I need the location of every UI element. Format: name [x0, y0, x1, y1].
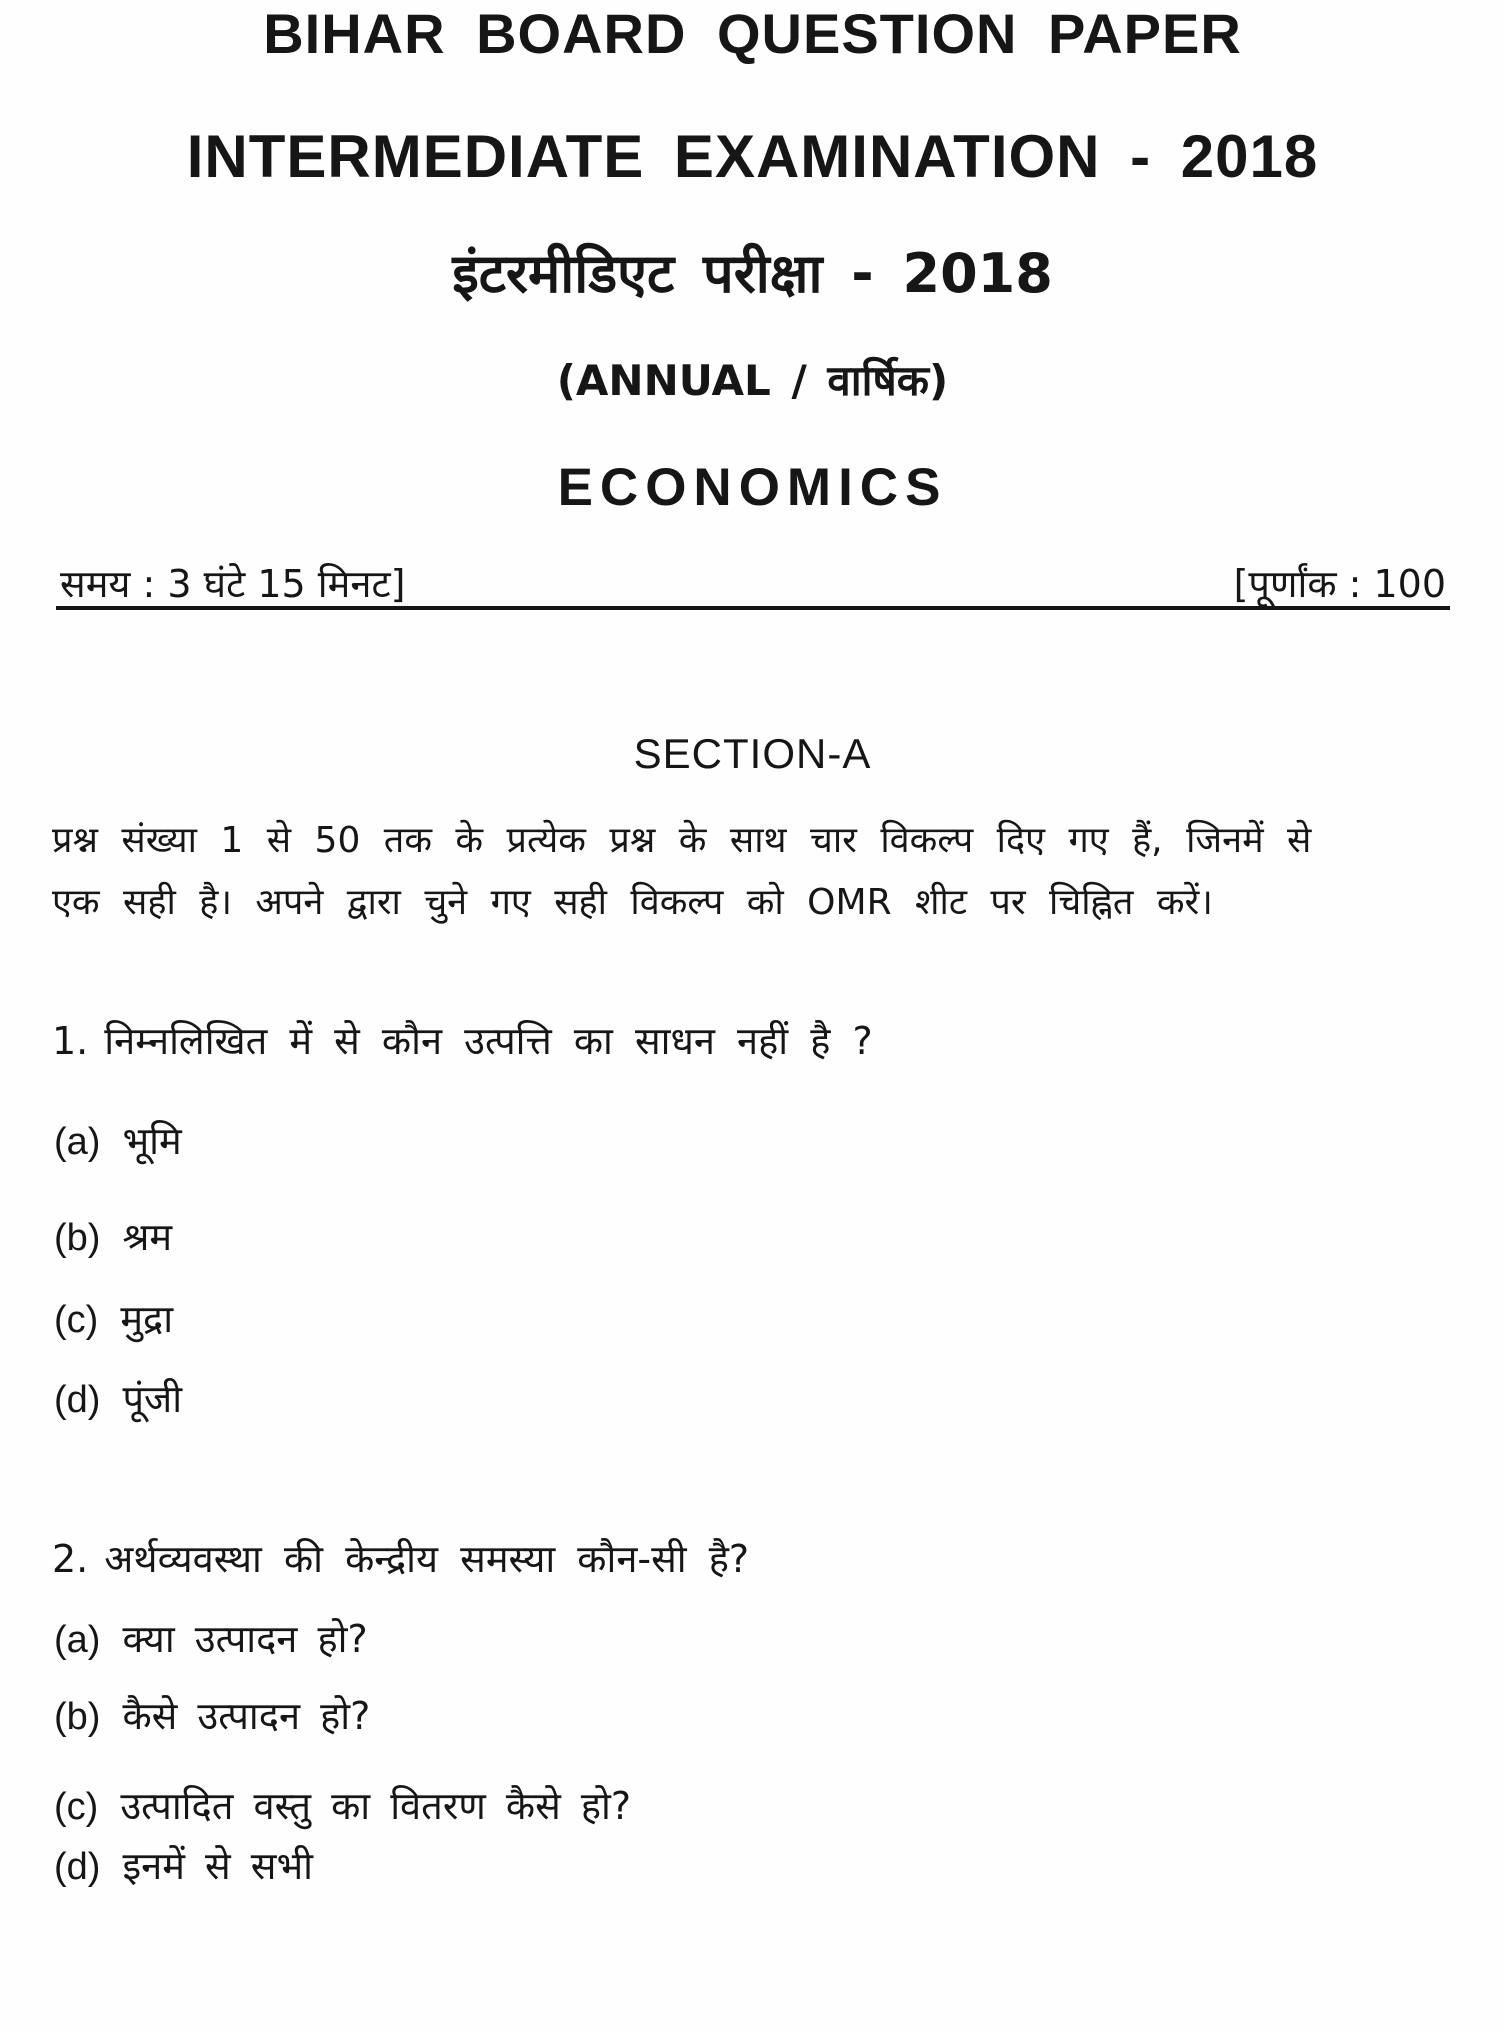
question-2-option-d	[54, 1843, 313, 1892]
question-2-option-c	[54, 1783, 631, 1832]
question-1-option-c	[54, 1296, 173, 1345]
question-1-option-d-label: (d)	[54, 1379, 101, 1421]
question-2-text: अर्थव्यवस्था की केन्द्रीय समस्या कौन-सी है?	[104, 1537, 750, 1581]
question-2-option-c-label: (c)	[54, 1786, 99, 1828]
question-2-option-b-label: (b)	[54, 1696, 101, 1738]
question-2-option-a-text: क्या उत्पादन हो?	[122, 1617, 368, 1661]
question-1	[52, 1018, 873, 1066]
question-1-option-c-text: मुद्रा	[120, 1297, 174, 1341]
question-1-option-d	[54, 1376, 182, 1425]
annual-subtitle: (ANNUAL / वार्षिक)	[556, 356, 949, 405]
question-2-option-a-label: (a)	[54, 1619, 101, 1661]
full-marks: [पूर्णांक : 100	[1233, 562, 1446, 606]
question-2-option-d-label: (d)	[54, 1846, 101, 1888]
question-2-option-d-text: इनमें से सभी	[122, 1844, 314, 1888]
question-1-text: निम्नलिखित में से कौन उत्पत्ति का साधन नहीं है ?	[104, 1019, 873, 1063]
question-1-option-b	[54, 1214, 172, 1263]
exam-title-english: INTERMEDIATE EXAMINATION - 2018	[186, 123, 1319, 190]
instructions-line-1: प्रश्न संख्या 1 से 50 तक के प्रत्येक प्रश्न के साथ चार विकल्प दिए गए हैं, जिनमें से	[52, 820, 1312, 861]
question-1-option-a-text: भूमि	[122, 1119, 182, 1163]
question-1-number: 1.	[52, 1019, 89, 1063]
instructions-line-2: एक सही है। अपने द्वारा चुने गए सही विकल्प को OMR शीट पर चिह्नित करें।	[52, 882, 1213, 923]
subject-title: ECONOMICS	[557, 458, 948, 517]
section-a-heading: SECTION-A	[633, 730, 872, 777]
question-1-option-a	[54, 1118, 182, 1167]
question-2	[52, 1536, 749, 1584]
section-instructions	[52, 810, 1460, 934]
question-2-option-a	[54, 1616, 368, 1665]
exam-title-hindi: इंटरमीडिएट परीक्षा - 2018	[452, 242, 1053, 305]
question-1-option-c-label: (c)	[54, 1299, 99, 1341]
time-marks-row	[56, 548, 1450, 610]
question-2-option-b	[54, 1693, 370, 1742]
question-1-option-b-label: (b)	[54, 1217, 101, 1259]
board-title: BIHAR BOARD QUESTION PAPER	[263, 2, 1242, 65]
question-1-option-d-text: पूंजी	[122, 1377, 183, 1421]
question-2-option-b-text: कैसे उत्पादन हो?	[122, 1694, 371, 1738]
question-2-option-c-text: उत्पादित वस्तु का वितरण कैसे हो?	[120, 1784, 632, 1828]
time-allowed: समय : 3 घंटे 15 मिनट]	[60, 562, 406, 606]
question-2-number: 2.	[52, 1537, 89, 1581]
question-1-option-a-label: (a)	[54, 1121, 101, 1163]
question-1-option-b-text: श्रम	[122, 1215, 173, 1259]
